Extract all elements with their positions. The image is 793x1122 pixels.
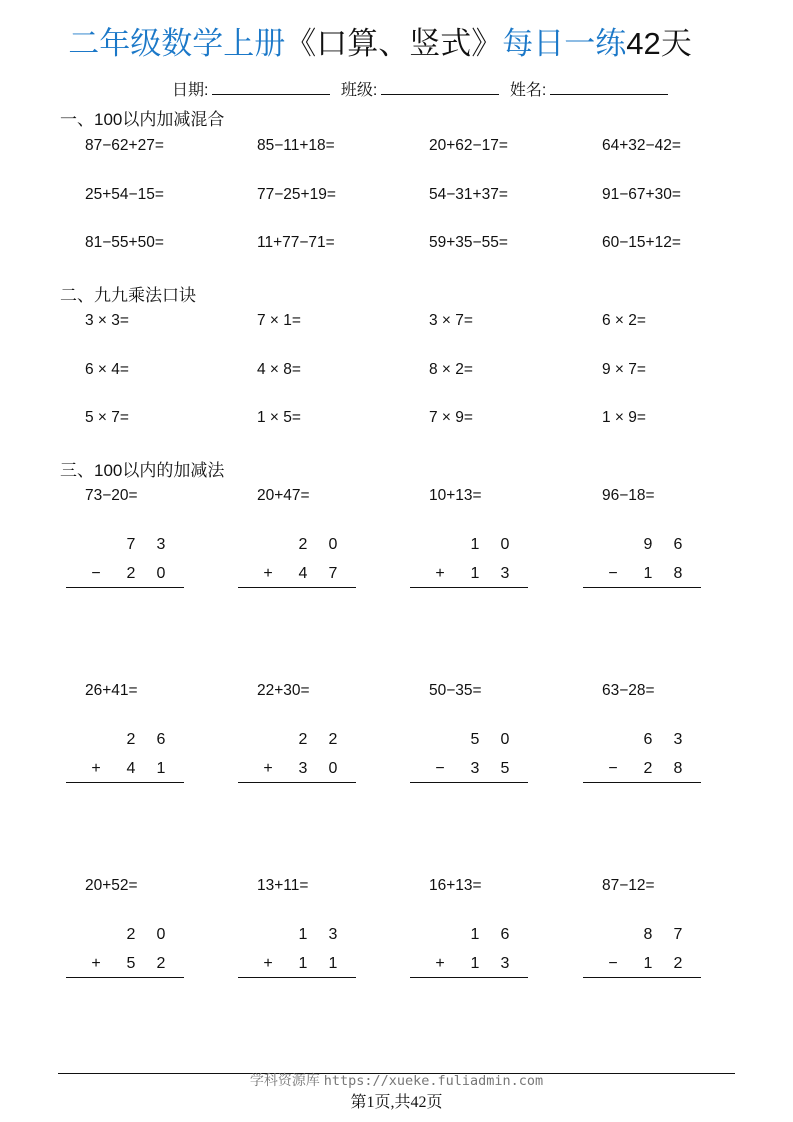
- bottom-ones-digit: 2: [673, 955, 683, 972]
- bottom-tens-digit: 4: [298, 565, 308, 582]
- top-ones-digit: 7: [673, 926, 683, 943]
- top-tens-digit: 1: [470, 926, 480, 943]
- vertical-calculation: [410, 925, 530, 989]
- problem: 59+35−55=: [429, 234, 508, 251]
- problem: 73−20=: [85, 487, 138, 504]
- answer-line: [66, 782, 184, 783]
- vertical-calculation: [238, 925, 358, 989]
- problem: 91−67+30=: [602, 186, 681, 203]
- problem: 20+62−17=: [429, 137, 508, 154]
- problem: 20+52=: [85, 877, 138, 894]
- problem: 1 × 9=: [602, 409, 646, 426]
- section-title-mixed: 一、100以内加减混合: [60, 110, 225, 129]
- problem: 10+13=: [429, 487, 482, 504]
- top-tens-digit: 8: [643, 926, 653, 943]
- top-ones-digit: 0: [500, 536, 510, 553]
- vertical-calculation: [238, 535, 358, 599]
- problem: 87−12=: [602, 877, 655, 894]
- bottom-ones-digit: 1: [328, 955, 338, 972]
- bottom-tens-digit: 1: [643, 955, 653, 972]
- problem: 3 × 7=: [429, 312, 473, 329]
- bottom-ones-digit: 2: [156, 955, 166, 972]
- problem: 20+47=: [257, 487, 310, 504]
- bottom-tens-digit: 5: [126, 955, 136, 972]
- vertical-calculation: [66, 730, 186, 794]
- top-ones-digit: 6: [500, 926, 510, 943]
- bottom-ones-digit: 5: [500, 760, 510, 777]
- bottom-tens-digit: 2: [126, 565, 136, 582]
- top-tens-digit: 2: [298, 536, 308, 553]
- answer-line: [410, 977, 528, 978]
- problem: 9 × 7=: [602, 361, 646, 378]
- problem: 7 × 1=: [257, 312, 301, 329]
- title-part-daily: 每日一练: [502, 26, 627, 61]
- top-ones-digit: 2: [328, 731, 338, 748]
- bottom-tens-digit: 2: [643, 760, 653, 777]
- answer-line: [238, 977, 356, 978]
- problem: 6 × 2=: [602, 312, 646, 329]
- bottom-ones-digit: 3: [500, 565, 510, 582]
- vertical-calculation: [583, 730, 703, 794]
- name-label: 姓名:: [509, 82, 547, 99]
- answer-line: [66, 977, 184, 978]
- problem: 77−25+19=: [257, 186, 336, 203]
- operator-sign: −: [608, 565, 618, 582]
- top-ones-digit: 3: [156, 536, 166, 553]
- bottom-tens-digit: 1: [470, 955, 480, 972]
- class-label: 班级:: [340, 82, 378, 99]
- title-part-topic: 《口算、竖式》: [285, 26, 503, 61]
- problem: 87−62+27=: [85, 137, 164, 154]
- answer-line: [410, 587, 528, 588]
- answer-line: [238, 782, 356, 783]
- top-ones-digit: 6: [156, 731, 166, 748]
- top-tens-digit: 2: [298, 731, 308, 748]
- problem: 13+11=: [257, 877, 309, 894]
- operator-sign: −: [91, 565, 101, 582]
- problem: 8 × 2=: [429, 361, 473, 378]
- bottom-tens-digit: 3: [470, 760, 480, 777]
- problem: 5 × 7=: [85, 409, 129, 426]
- top-tens-digit: 6: [643, 731, 653, 748]
- student-info-row: [172, 80, 674, 102]
- bottom-tens-digit: 1: [643, 565, 653, 582]
- date-label: 日期:: [172, 82, 209, 99]
- operator-sign: +: [435, 565, 445, 582]
- page-title: [0, 22, 760, 66]
- bottom-ones-digit: 8: [673, 760, 683, 777]
- top-ones-digit: 0: [156, 926, 166, 943]
- vertical-calculation: [238, 730, 358, 794]
- operator-sign: −: [608, 760, 618, 777]
- top-tens-digit: 2: [126, 926, 136, 943]
- problem: 63−28=: [602, 682, 655, 699]
- top-ones-digit: 3: [673, 731, 683, 748]
- top-ones-digit: 0: [500, 731, 510, 748]
- date-blank[interactable]: [212, 80, 330, 95]
- section-title-multiplication: 二、九九乘法口诀: [60, 286, 196, 305]
- bottom-ones-digit: 0: [156, 565, 166, 582]
- top-ones-digit: 6: [673, 536, 683, 553]
- top-tens-digit: 5: [470, 731, 480, 748]
- operator-sign: +: [263, 760, 273, 777]
- problem: 25+54−15=: [85, 186, 164, 203]
- top-tens-digit: 1: [298, 926, 308, 943]
- problem: 50−35=: [429, 682, 482, 699]
- bottom-ones-digit: 1: [156, 760, 166, 777]
- operator-sign: +: [263, 955, 273, 972]
- title-part-days: 42天: [626, 26, 692, 61]
- top-ones-digit: 3: [328, 926, 338, 943]
- top-tens-digit: 7: [126, 536, 136, 553]
- name-blank[interactable]: [550, 80, 668, 95]
- answer-line: [583, 587, 701, 588]
- answer-line: [410, 782, 528, 783]
- problem: 4 × 8=: [257, 361, 301, 378]
- problem: 3 × 3=: [85, 312, 129, 329]
- operator-sign: +: [435, 955, 445, 972]
- problem: 64+32−42=: [602, 137, 681, 154]
- bottom-tens-digit: 1: [298, 955, 308, 972]
- answer-line: [238, 587, 356, 588]
- title-part-grade: 二年级数学上册: [68, 26, 286, 61]
- operator-sign: +: [91, 955, 101, 972]
- vertical-calculation: [410, 730, 530, 794]
- bottom-ones-digit: 8: [673, 565, 683, 582]
- bottom-tens-digit: 4: [126, 760, 136, 777]
- problem: 26+41=: [85, 682, 138, 699]
- operator-sign: +: [263, 565, 273, 582]
- page-number: 第1页,共42页: [350, 1094, 443, 1111]
- section-title-vertical: 三、100以内的加减法: [60, 461, 225, 480]
- class-blank[interactable]: [381, 80, 499, 95]
- bottom-tens-digit: 1: [470, 565, 480, 582]
- answer-line: [583, 977, 701, 978]
- problem: 22+30=: [257, 682, 310, 699]
- footer-site: [0, 1071, 793, 1090]
- top-ones-digit: 0: [328, 536, 338, 553]
- problem: 60−15+12=: [602, 234, 681, 251]
- answer-line: [583, 782, 701, 783]
- vertical-calculation: [583, 925, 703, 989]
- top-tens-digit: 1: [470, 536, 480, 553]
- problem: 1 × 5=: [257, 409, 301, 426]
- vertical-calculation: [66, 925, 186, 989]
- footer-site-name: 学科资源库: [249, 1072, 320, 1088]
- operator-sign: −: [608, 955, 618, 972]
- problem: 81−55+50=: [85, 234, 164, 251]
- bottom-ones-digit: 3: [500, 955, 510, 972]
- vertical-calculation: [66, 535, 186, 599]
- vertical-calculation: [410, 535, 530, 599]
- problem: 85−11+18=: [257, 137, 335, 154]
- problem: 11+77−71=: [257, 234, 335, 251]
- top-tens-digit: 2: [126, 731, 136, 748]
- problem: 7 × 9=: [429, 409, 473, 426]
- vertical-calculation: [583, 535, 703, 599]
- bottom-tens-digit: 3: [298, 760, 308, 777]
- top-tens-digit: 9: [643, 536, 653, 553]
- answer-line: [66, 587, 184, 588]
- problem: 6 × 4=: [85, 361, 129, 378]
- operator-sign: +: [91, 760, 101, 777]
- problem: 96−18=: [602, 487, 655, 504]
- footer-url[interactable]: https://xueke.fuliadmin.com: [323, 1073, 544, 1089]
- problem: 54−31+37=: [429, 186, 508, 203]
- bottom-ones-digit: 7: [328, 565, 338, 582]
- problem: 16+13=: [429, 877, 482, 894]
- bottom-ones-digit: 0: [328, 760, 338, 777]
- operator-sign: −: [435, 760, 445, 777]
